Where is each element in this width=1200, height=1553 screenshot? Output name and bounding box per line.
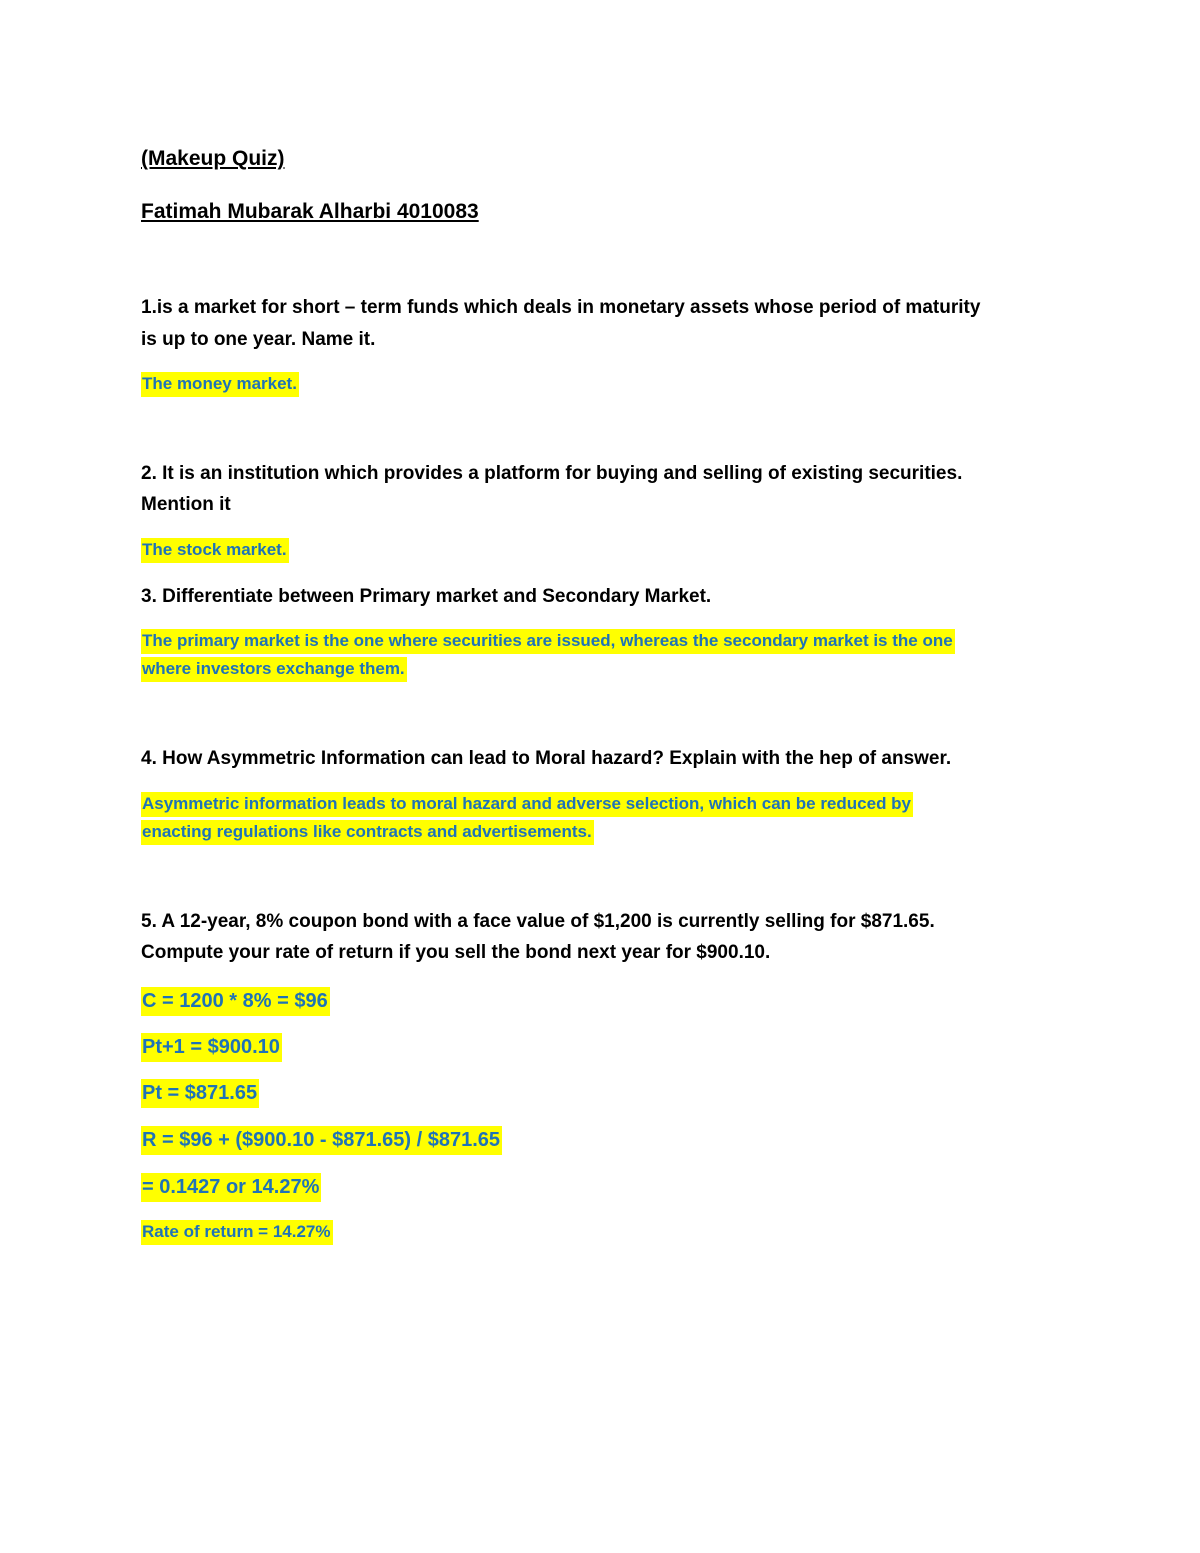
answer-5-rate-of-return: Rate of return = 14.27% <box>141 1220 333 1245</box>
answer-5-next-price: Pt+1 = $900.10 <box>141 1033 282 1062</box>
question-4-line-1: 4. How Asymmetric Information can lead to Moral hazard? Explain with the hep of answer. <box>141 748 952 769</box>
answer-2: The stock market. <box>141 538 289 563</box>
question-5-line-2: Compute your rate of return if you sell the bond next year for $900.10. <box>141 942 771 963</box>
answer-4-line-2: enacting regulations like contracts and advertisements. <box>141 820 594 845</box>
answer-5-coupon: C = 1200 * 8% = $96 <box>141 987 330 1016</box>
answer-5-current-price: Pt = $871.65 <box>141 1079 259 1108</box>
question-5-line-1: 5. A 12-year, 8% coupon bond with a face value of $1,200 is currently selling for $871.65. <box>141 911 935 932</box>
student-name: Fatimah Mubarak Alharbi 4010083 <box>141 200 479 223</box>
question-1-line-1: 1.is a market for short – term funds which deals in monetary assets whose period of maturity <box>141 297 981 318</box>
answer-3-line-2: where investors exchange them. <box>141 657 407 682</box>
question-2-line-2: Mention it <box>141 494 231 515</box>
answer-5-formula: R = $96 + ($900.10 - $871.65) / $871.65 <box>141 1126 502 1155</box>
quiz-title: (Makeup Quiz) <box>141 147 285 170</box>
answer-3-line-1: The primary market is the one where securities are issued, whereas the secondary market is the one <box>141 629 955 654</box>
answer-4-line-1: Asymmetric information leads to moral hazard and adverse selection, which can be reduced by <box>141 792 913 817</box>
question-1-line-2: is up to one year. Name it. <box>141 329 376 350</box>
question-2-line-1: 2. It is an institution which provides a platform for buying and selling of existing securities. <box>141 463 963 484</box>
answer-1: The money market. <box>141 372 299 397</box>
answer-5-result: = 0.1427 or 14.27% <box>141 1173 321 1202</box>
question-3-line-1: 3. Differentiate between Primary market and Secondary Market. <box>141 586 712 607</box>
